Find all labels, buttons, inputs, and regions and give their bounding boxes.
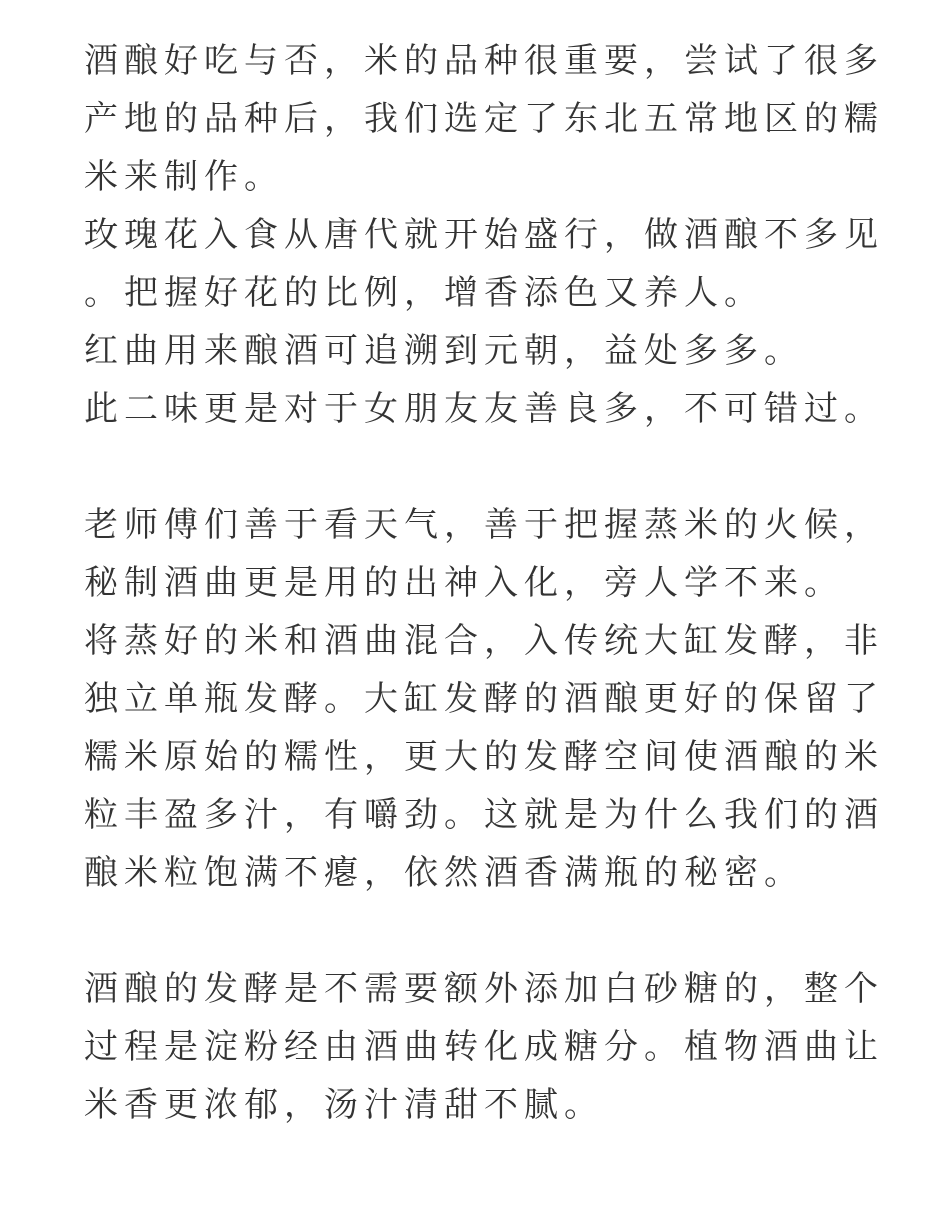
- text-line: 红曲用来酿酒可追溯到元朝，益处多多。: [84, 331, 804, 371]
- paragraph-recommendation: [84, 380, 884, 438]
- paragraph-master-craft: [84, 496, 884, 612]
- text-line: 玫瑰花入食从唐代就开始盛行，做酒酿不多见: [84, 215, 884, 255]
- text-line: 老师傅们善于看天气，善于把握蒸米的火候，: [84, 505, 884, 545]
- text-line: 糯米原始的糯性，更大的发酵空间使酒酿的米: [84, 737, 884, 777]
- document-body: [84, 32, 884, 1134]
- paragraph-gap: [84, 438, 884, 496]
- paragraph-no-sugar: [84, 960, 884, 1134]
- text-line: 米香更浓郁，汤汁清甜不腻。: [84, 1085, 604, 1125]
- text-line: 酒酿的发酵是不需要额外添加白砂糖的，整个: [84, 969, 884, 1009]
- text-line: 独立单瓶发酵。大缸发酵的酒酿更好的保留了: [84, 679, 884, 719]
- text-line: 粒丰盈多汁，有嚼劲。这就是为什么我们的酒: [84, 795, 884, 835]
- text-line: 酒酿好吃与否，米的品种很重要，尝试了很多: [84, 41, 884, 81]
- text-line: 过程是淀粉经由酒曲转化成糖分。植物酒曲让: [84, 1027, 884, 1067]
- text-line: 米来制作。: [84, 157, 284, 197]
- text-line: 产地的品种后，我们选定了东北五常地区的糯: [84, 99, 884, 139]
- paragraph-rice-variety: [84, 32, 884, 206]
- paragraph-red-yeast: [84, 322, 884, 380]
- text-line: 此二味更是对于女朋友友善良多，不可错过。: [84, 389, 884, 429]
- text-line: 。把握好花的比例，增香添色又养人。: [84, 273, 764, 313]
- paragraph-gap: [84, 902, 884, 960]
- text-line: 酿米粒饱满不瘪，依然酒香满瓶的秘密。: [84, 853, 804, 893]
- paragraph-rose: [84, 206, 884, 322]
- paragraph-fermentation-vat: [84, 612, 884, 902]
- text-line: 秘制酒曲更是用的出神入化，旁人学不来。: [84, 563, 844, 603]
- text-line: 将蒸好的米和酒曲混合，入传统大缸发酵，非: [84, 621, 884, 661]
